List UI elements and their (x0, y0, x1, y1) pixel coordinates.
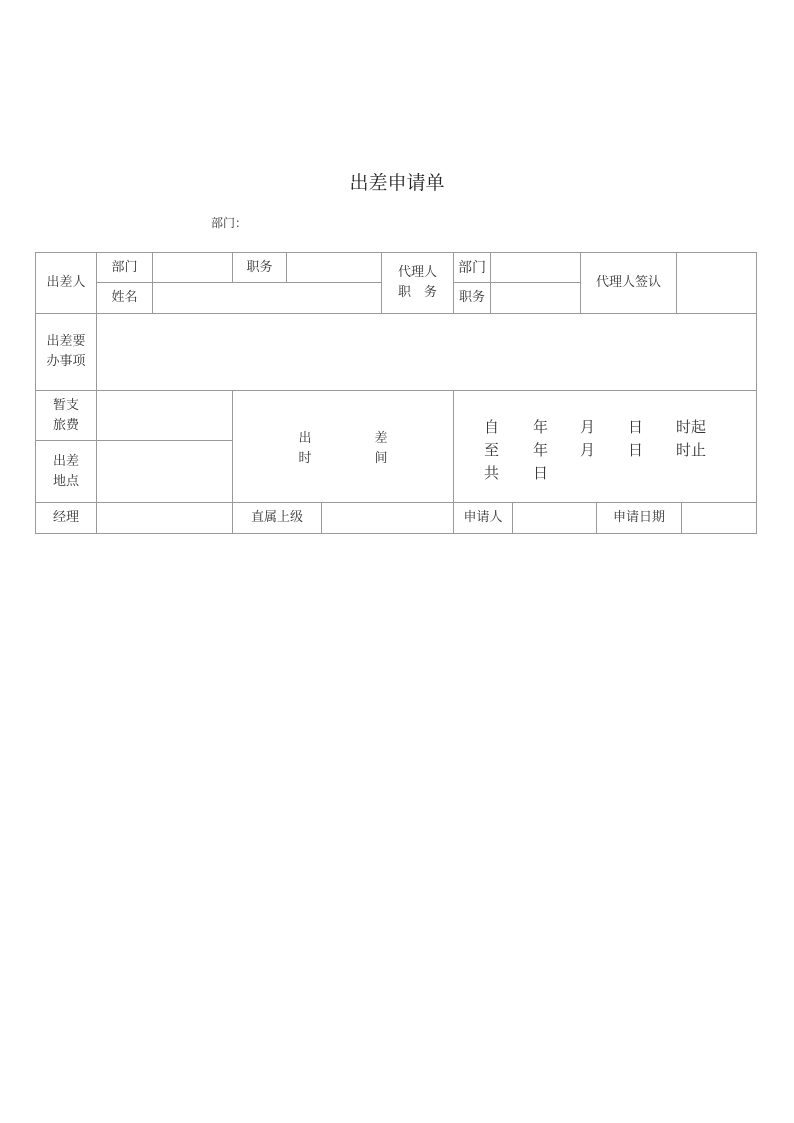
place-field[interactable] (97, 441, 232, 502)
traveler-position-field[interactable] (287, 253, 381, 282)
manager-label: 经理 (52, 510, 79, 525)
traveler-name-field[interactable] (153, 283, 381, 313)
travel-time-label (233, 391, 453, 502)
to-hour: 时止 (676, 441, 707, 459)
traveler-name-label: 姓名 (111, 290, 138, 305)
from-year: 年 (533, 418, 549, 436)
applicant-field[interactable] (513, 503, 596, 533)
agent-label-line1: 代理人 (397, 265, 437, 280)
form-title: 出差申请单 (349, 172, 445, 194)
total-char: 共 (484, 464, 500, 482)
time-label-char: 间 (374, 451, 388, 466)
agent-label (382, 253, 453, 313)
advance-label (36, 391, 96, 440)
advance-field[interactable] (97, 391, 232, 440)
matters-label-line2: 办事项 (46, 354, 86, 369)
agent-dept-field[interactable] (491, 253, 580, 282)
time-label-char: 差 (374, 431, 388, 446)
place-label-line2: 地点 (52, 473, 79, 489)
agent-signature-label: 代理人签认 (595, 275, 661, 290)
place-label (36, 441, 96, 502)
apply-date-field[interactable] (682, 503, 756, 533)
applicant-label: 申请人 (463, 510, 503, 525)
agent-label-line2: 职 务 (397, 285, 437, 300)
manager-field[interactable] (97, 503, 232, 533)
matters-field[interactable] (97, 314, 756, 390)
to-year: 年 (533, 441, 549, 459)
agent-position-label: 职务 (458, 290, 485, 305)
apply-date-label: 申请日期 (612, 510, 665, 525)
supervisor-field[interactable] (322, 503, 453, 533)
to-char: 至 (484, 441, 500, 459)
advance-label-line2: 旅费 (52, 417, 79, 433)
table-border-bottom (35, 533, 757, 534)
to-month: 月 (580, 441, 596, 459)
matters-label (36, 314, 96, 390)
supervisor-label: 直属上级 (250, 510, 303, 525)
from-month: 月 (580, 418, 596, 436)
place-label-line1: 出差 (52, 453, 79, 469)
travel-time-field[interactable] (454, 391, 756, 502)
time-label-char: 时 (298, 451, 312, 466)
from-char: 自 (484, 418, 500, 436)
traveler-position-label: 职务 (246, 259, 273, 275)
department-label: 部门： (211, 216, 248, 230)
traveler-dept-label: 部门 (111, 259, 138, 275)
table-border-right (756, 252, 757, 534)
total-day: 日 (533, 464, 549, 482)
to-day: 日 (628, 441, 644, 459)
from-day: 日 (628, 418, 644, 436)
from-hour: 时起 (676, 418, 707, 436)
agent-dept-label: 部门 (458, 259, 486, 276)
agent-signature-field[interactable] (677, 253, 756, 313)
agent-position-field[interactable] (491, 283, 580, 313)
traveler-label: 出差人 (46, 275, 86, 290)
advance-label-line1: 暂支 (52, 397, 79, 413)
matters-label-line1: 出差要 (46, 334, 86, 349)
traveler-dept-field[interactable] (153, 253, 232, 282)
time-label-char: 出 (298, 431, 312, 446)
